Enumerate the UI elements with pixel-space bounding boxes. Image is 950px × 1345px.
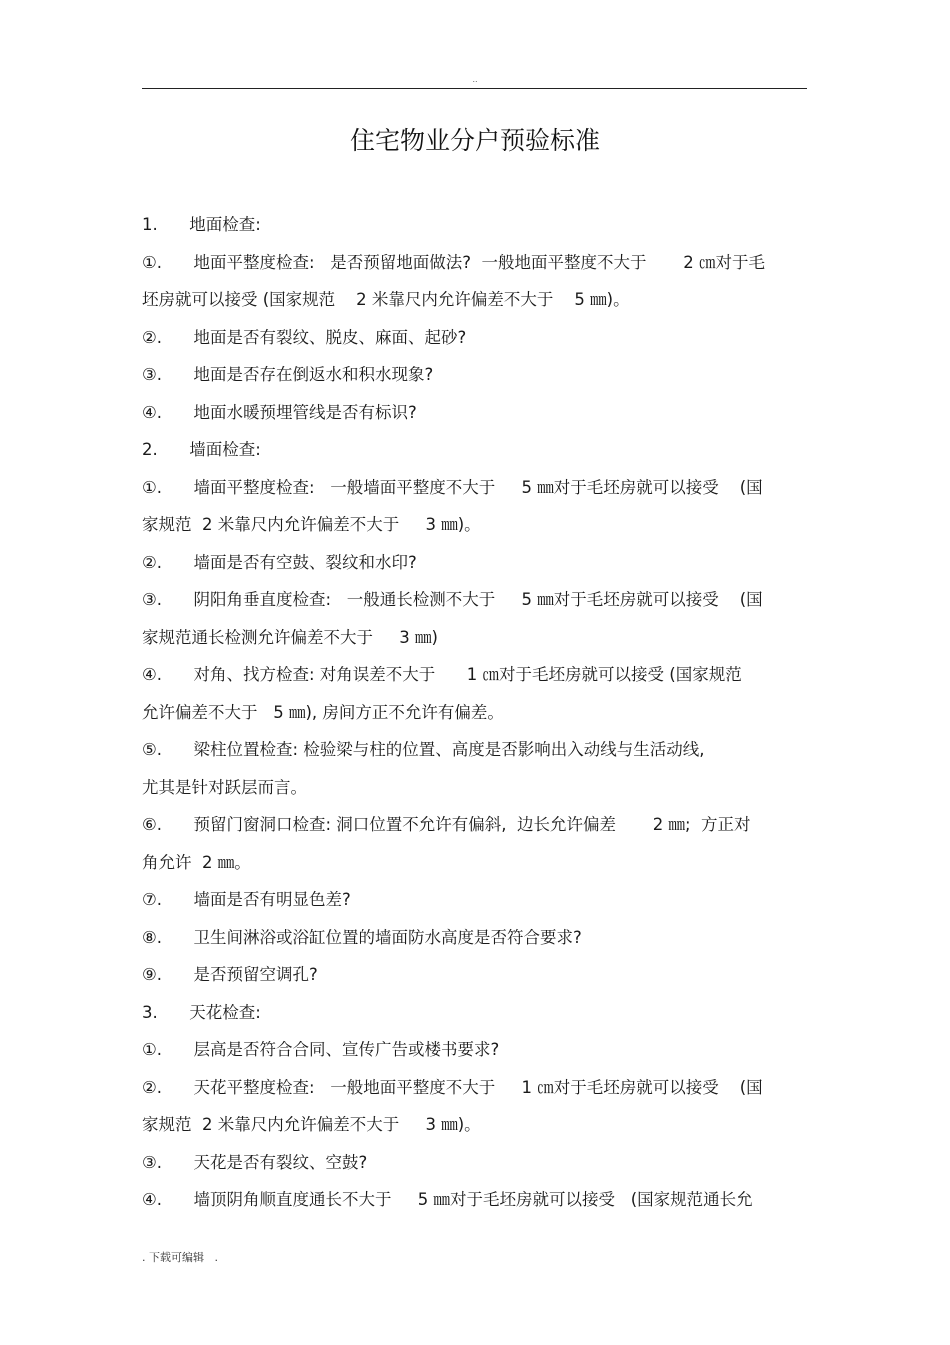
text-line: ③. 天花是否有裂纹、空鼓? <box>142 1152 368 1172</box>
text-line: 坯房就可以接受 (国家规范 2 米靠尺内允许偏差不大于 5 ㎜)。 <box>142 290 630 309</box>
text-line: ②. 墙面是否有空鼓、裂纹和水印? <box>142 552 417 572</box>
text-line: ④. 墙顶阴角顺直度通长不大于 5 ㎜对于毛坯房就可以接受 (国家规范通长允 <box>142 1190 753 1209</box>
text-line: ⑥. 预留门窗洞口检查: 洞口位置不允许有偏斜, 边长允许偏差 2 ㎜; 方正对 <box>142 815 751 834</box>
text-line: ⑧. 卫生间淋浴或浴缸位置的墙面防水高度是否符合要求? <box>142 927 582 947</box>
header-rule <box>142 88 807 89</box>
text-line: 家规范 2 米靠尺内允许偏差不大于 3 ㎜)。 <box>142 1115 481 1134</box>
page-title: 住宅物业分户预验标准 <box>349 126 600 155</box>
header-mark: .. <box>472 75 478 84</box>
text-line: ③. 阴阳角垂直度检查: 一般通长检测不大于 5 ㎜对于毛坯房就可以接受 (国 <box>142 590 763 609</box>
text-line: 角允许 2 ㎜。 <box>142 852 251 872</box>
text-line: 3. 天花检查: <box>142 1002 261 1022</box>
page-footer: . 下载可编辑 . <box>142 1251 218 1264</box>
text-line: ④. 地面水暖预埋管线是否有标识? <box>142 402 417 422</box>
text-line: 允许偏差不大于 5 ㎜), 房间方正不允许有偏差。 <box>142 702 504 722</box>
text-line: 尤其是针对跃层而言。 <box>142 777 307 797</box>
text-line: ⑤. 梁柱位置检查: 检验梁与柱的位置、高度是否影响出入动线与生活动线, <box>142 740 705 759</box>
text-line: 家规范通长检测允许偏差不大于 3 ㎜) <box>142 627 438 647</box>
text-line: 家规范 2 米靠尺内允许偏差不大于 3 ㎜)。 <box>142 515 481 534</box>
text-line: ⑦. 墙面是否有明显色差? <box>142 890 351 909</box>
text-line: ③. 地面是否存在倒返水和积水现象? <box>142 365 434 384</box>
text-line: ⑨. 是否预留空调孔? <box>142 965 318 984</box>
text-line: ②. 天花平整度检查: 一般地面平整度不大于 1 ㎝对于毛坯房就可以接受 (国 <box>142 1077 763 1097</box>
text-line: ②. 地面是否有裂纹、脱皮、麻面、起砂? <box>142 327 467 347</box>
text-line: 1. 地面检查: <box>142 215 261 234</box>
text-line: ①. 层高是否符合合同、宣传广告或楼书要求? <box>142 1040 500 1059</box>
document-body <box>142 206 808 1219</box>
text-line: 2. 墙面检查: <box>142 440 261 459</box>
text-line: ④. 对角、找方检查: 对角误差不大于 1 ㎝对于毛坯房就可以接受 (国家规范 <box>142 665 742 684</box>
text-line: ①. 墙面平整度检查: 一般墙面平整度不大于 5 ㎜对于毛坯房就可以接受 (国 <box>142 477 763 497</box>
text-line: ①. 地面平整度检查: 是否预留地面做法? 一般地面平整度不大于 2 ㎝对于毛 <box>142 252 766 272</box>
